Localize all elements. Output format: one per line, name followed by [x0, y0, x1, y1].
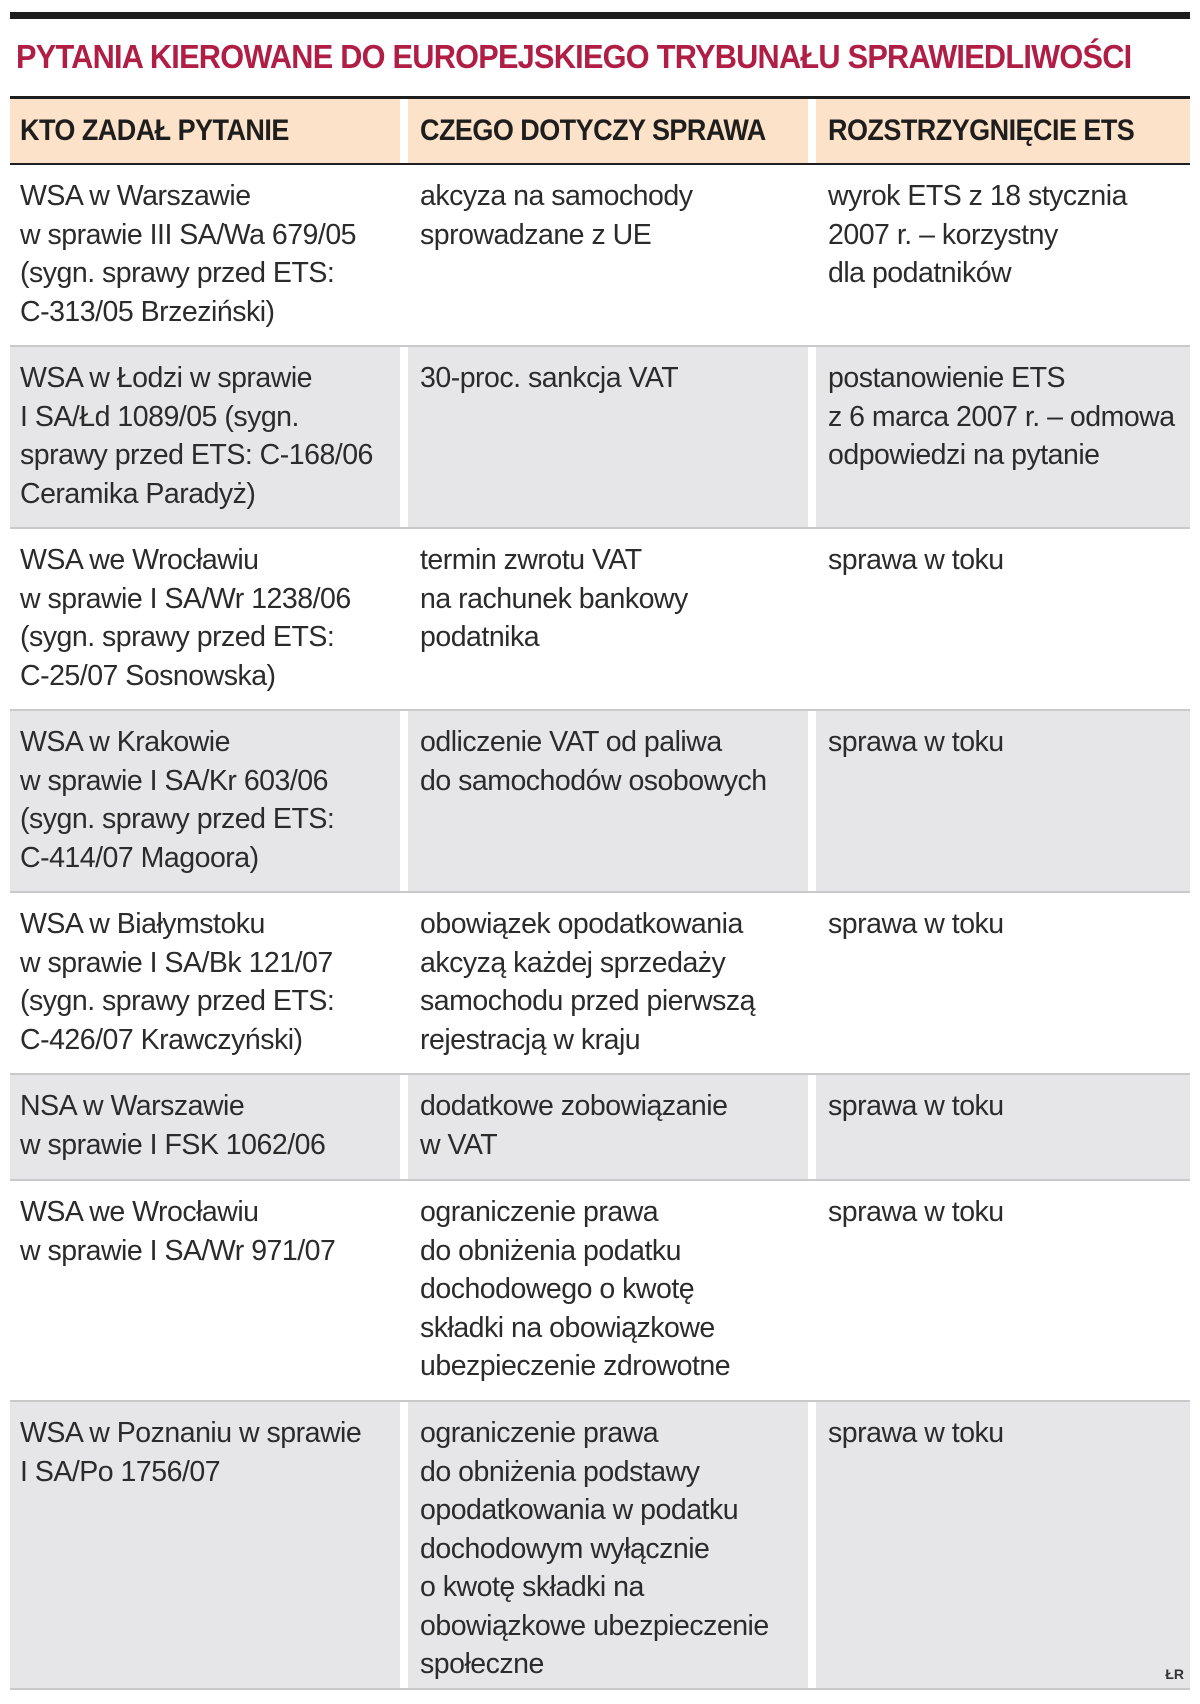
- cell-what: akcyza na samochody sprowadzane z UE: [408, 165, 808, 345]
- table-row: [10, 893, 1190, 1075]
- header-result: ROZSTRZYGNIĘCIE ETS: [816, 99, 1190, 163]
- table-row: [10, 1075, 1190, 1181]
- header-who: KTO ZADAŁ PYTANIE: [10, 99, 400, 163]
- table-row: [10, 1402, 1190, 1690]
- credit-mark: ŁR: [1165, 1666, 1184, 1682]
- cell-what: ograniczenie prawa do obniżenia podstawy opodatkowania w podatku dochodowym wyłącznie o kwotę składki na obowiązkowe ubezpieczenie społeczne: [408, 1402, 808, 1688]
- cell-what: termin zwrotu VAT na rachunek bankowy podatnika: [408, 529, 808, 709]
- cell-who: WSA we Wrocławiu w sprawie I SA/Wr 1238/06 (sygn. sprawy przed ETS: C-25/07 Sosnowska): [10, 529, 400, 709]
- cell-what: obowiązek opodatkowania akcyzą każdej sprzedaży samochodu przed pierwszą rejestracją w kraju: [408, 893, 808, 1073]
- top-rule: [10, 12, 1190, 19]
- page-title: PYTANIA KIEROWANE DO EUROPEJSKIEGO TRYBUNAŁU SPRAWIEDLIWOŚCI: [16, 38, 1132, 75]
- cell-result: sprawa w toku: [816, 893, 1190, 1073]
- cell-result: sprawa w toku: [816, 1181, 1190, 1400]
- cell-result: wyrok ETS z 18 stycznia 2007 r. – korzystny dla podatników: [816, 165, 1190, 345]
- cases-table: [10, 96, 1190, 1690]
- cell-who: WSA w Krakowie w sprawie I SA/Kr 603/06 (sygn. sprawy przed ETS: C-414/07 Magoora): [10, 711, 400, 891]
- cell-result: sprawa w toku: [816, 1402, 1190, 1688]
- table-row: [10, 711, 1190, 893]
- cell-who: WSA w Białymstoku w sprawie I SA/Bk 121/07 (sygn. sprawy przed ETS: C-426/07 Krawczyński): [10, 893, 400, 1073]
- table-row: [10, 165, 1190, 347]
- table-row: [10, 1181, 1190, 1402]
- cell-result: sprawa w toku: [816, 1075, 1190, 1179]
- cell-who: WSA w Warszawie w sprawie III SA/Wa 679/05 (sygn. sprawy przed ETS: C-313/05 Brzeziński): [10, 165, 400, 345]
- cell-who: NSA w Warszawie w sprawie I FSK 1062/06: [10, 1075, 400, 1179]
- cell-what: odliczenie VAT od paliwa do samochodów osobowych: [408, 711, 808, 891]
- table-row: [10, 529, 1190, 711]
- cell-who: WSA we Wrocławiu w sprawie I SA/Wr 971/07: [10, 1181, 400, 1400]
- cell-who: WSA w Łodzi w sprawie I SA/Łd 1089/05 (sygn. sprawy przed ETS: C-168/06 Ceramika Paradyż): [10, 347, 400, 527]
- cell-what: dodatkowe zobowiązanie w VAT: [408, 1075, 808, 1179]
- cell-result: sprawa w toku: [816, 529, 1190, 709]
- header-what: CZEGO DOTYCZY SPRAWA: [408, 99, 808, 163]
- table-row: [10, 347, 1190, 529]
- cell-what: ograniczenie prawa do obniżenia podatku dochodowego o kwotę składki na obowiązkowe ubezpieczenie zdrowotne: [408, 1181, 808, 1400]
- table-header: [10, 99, 1190, 165]
- cell-result: postanowienie ETS z 6 marca 2007 r. – odmowa odpowiedzi na pytanie: [816, 347, 1190, 527]
- cell-what: 30-proc. sankcja VAT: [408, 347, 808, 527]
- cell-result: sprawa w toku: [816, 711, 1190, 891]
- cell-who: WSA w Poznaniu w sprawie I SA/Po 1756/07: [10, 1402, 400, 1688]
